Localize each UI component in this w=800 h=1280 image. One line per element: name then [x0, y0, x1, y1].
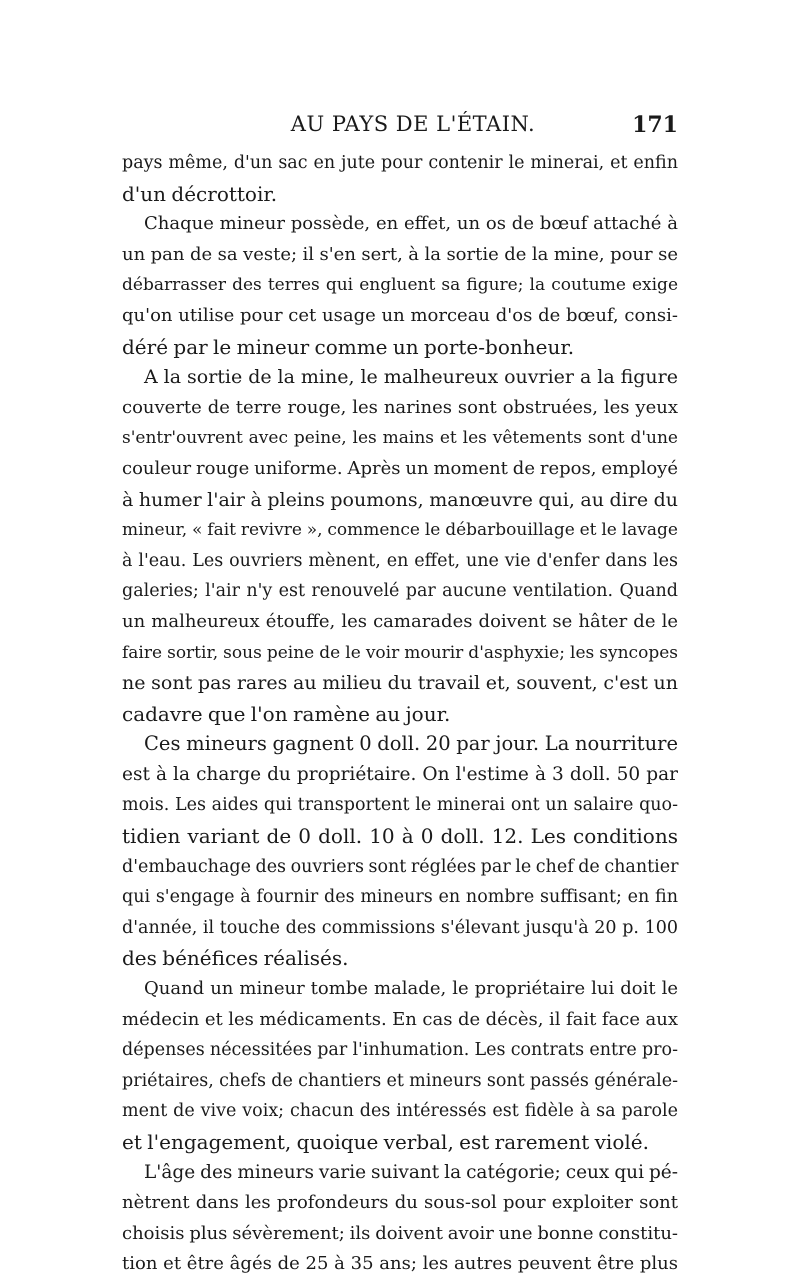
paragraph [122, 362, 678, 729]
text-line: L'âge des mineurs varie suivant la catégorie; ceux qui pé- [144, 1161, 678, 1183]
text-line: d'année, il touche des commissions s'élevant jusqu'à 20 p. 100 [122, 917, 678, 938]
page-number: 171 [632, 112, 678, 138]
text-line: tion et être âgés de 25 à 35 ans; les autres peuvent être plus [122, 1253, 678, 1275]
text-line: qui s'engage à fournir des mineurs en nombre suffisant; en fin [122, 887, 678, 908]
paragraph [122, 1158, 678, 1280]
text-line: galeries; l'air n'y est renouvelé par aucune ventilation. Quand [122, 581, 678, 602]
text-line: à l'eau. Les ouvriers mènent, en effet, une vie d'enfer dans les [122, 550, 678, 571]
text-line: pays même, d'un sac en jute pour contenir le minerai, et enfin [122, 153, 678, 173]
text-line: Chaque mineur possède, en effet, un os de bœuf attaché à [144, 213, 678, 235]
body-text [122, 148, 678, 1280]
text-line: faire sortir, sous peine de le voir mourir d'asphyxie; les syncopes [122, 642, 678, 663]
text-line: tidien variant de 0 doll. 10 à 0 doll. 12. Les conditions [122, 824, 678, 849]
text-line: couverte de terre rouge, les narines sont obstruées, les yeux [122, 396, 678, 418]
text-line: un pan de sa veste; il s'en sert, à la sortie de la mine, pour se [122, 243, 678, 265]
text-line: ment de vive voix; chacun des intéressés est fidèle à sa parole [122, 1101, 678, 1122]
running-header [122, 112, 682, 144]
text-line: débarrasser des terres qui engluent sa figure; la coutume exige [122, 275, 678, 296]
text-line: s'entr'ouvrent avec peine, les mains et les vêtements sont d'une [122, 428, 678, 449]
text-line: nètrent dans les profondeurs du sous-sol pour exploiter sont [122, 1192, 678, 1214]
text-line: qu'on utilise pour cet usage un morceau d'os de bœuf, consi- [122, 304, 678, 326]
paragraph [122, 209, 678, 362]
text-line: mineur, « fait revivre », commence le débarbouillage et le lavage [122, 520, 678, 541]
text-line: dépenses nécessitées par l'inhumation. Les contrats entre pro- [122, 1040, 678, 1061]
paragraph [122, 974, 678, 1158]
paragraph [122, 148, 678, 209]
text-line: couleur rouge uniforme. Après un moment de repos, employé [122, 457, 678, 479]
text-line: des bénéfices réalisés. [122, 946, 349, 971]
text-line: et l'engagement, quoique verbal, est rarement violé. [122, 1130, 649, 1154]
running-title: AU PAYS DE L'ÉTAIN. [290, 112, 536, 136]
text-line: à humer l'air à pleins poumons, manœuvre qui, au dire du [122, 488, 678, 511]
text-line: choisis plus sévèrement; ils doivent avoir une bonne constitu- [122, 1222, 678, 1244]
text-line: médecin et les médicaments. En cas de décès, il fait face aux [122, 1008, 678, 1030]
paragraph [122, 729, 678, 974]
text-line: Ces mineurs gagnent 0 doll. 20 par jour. La nourriture [144, 732, 678, 756]
text-line: ne sont pas rares au milieu du travail et, souvent, c'est un [122, 672, 678, 695]
text-line: cadavre que l'on ramène au jour. [122, 701, 451, 726]
text-line: A la sortie de la mine, le malheureux ouvrier a la figure [144, 366, 678, 389]
text-line: priétaires, chefs de chantiers et mineurs sont passés générale- [122, 1070, 678, 1091]
text-line: mois. Les aides qui transportent le minerai ont un salaire quo- [122, 795, 678, 816]
text-line: d'embauchage des ouvriers sont réglées par le chef de chantier [122, 856, 679, 877]
text-line: déré par le mineur comme un porte-bonheur. [122, 334, 575, 359]
text-line: est à la charge du propriétaire. On l'estime à 3 doll. 50 par [122, 763, 678, 785]
text-line: un malheureux étouffe, les camarades doivent se hâter de le [122, 610, 678, 632]
text-line: d'un décrottoir. [122, 181, 278, 206]
text-line: Quand un mineur tombe malade, le propriétaire lui doit le [144, 978, 678, 1000]
